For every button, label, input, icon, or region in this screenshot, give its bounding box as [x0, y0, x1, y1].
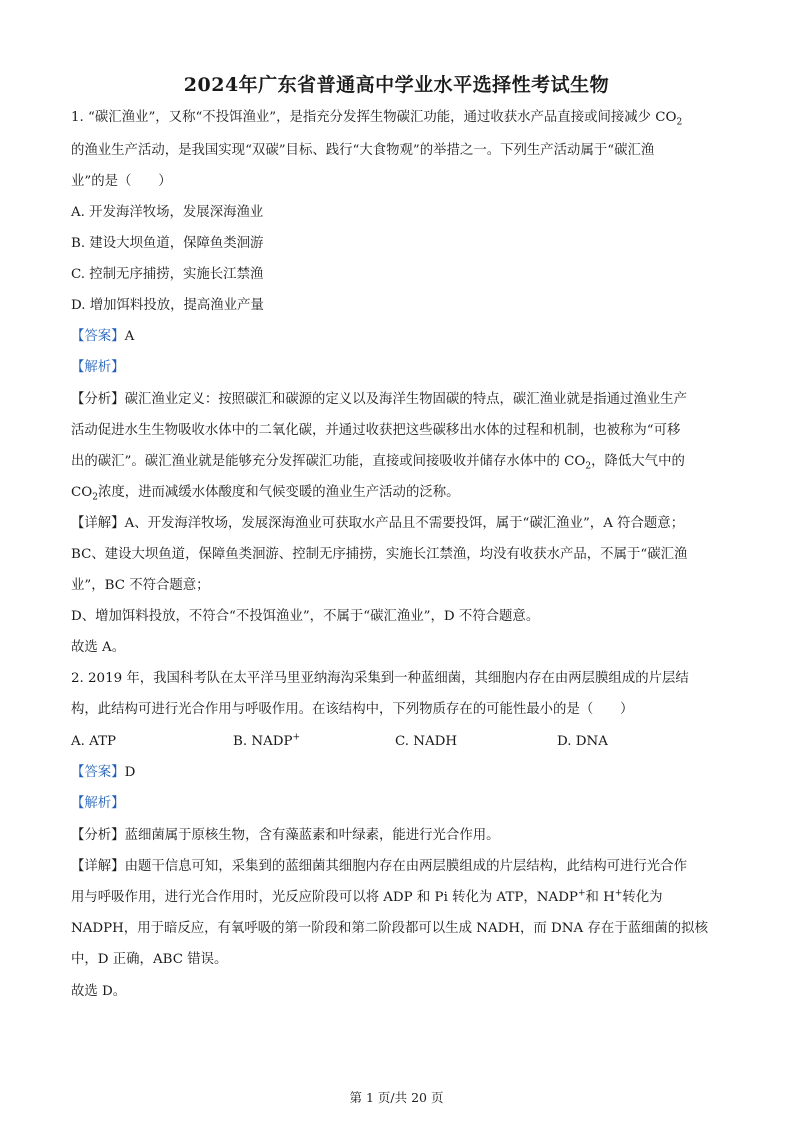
q2-option-a: A. ATP: [71, 734, 117, 749]
q2-fenxi: [71, 826, 500, 846]
fenxi-text: 浓度，进而减缓水体酸度和气候变暖的渔业生产活动的泛称。: [97, 485, 460, 500]
q2-stem-line-2: 构，此结构可进行光合作用与呼吸作用。在该结构中，下列物质存在的可能性最小的是（ ）: [71, 702, 634, 717]
q1-fenxi-line-1: [71, 390, 687, 410]
xiangjie-tag: 【详解】: [71, 516, 125, 531]
superscript: +: [292, 732, 301, 743]
q2-stem-line-1: 2. 2019 年，我国科考队在太平洋马里亚纳海沟采集到一种蓝细菌，其细胞内存在由两层膜组成的片层结: [71, 671, 689, 686]
fenxi-text: 出的碳汇”。碳汇渔业就是能够充分发挥碳汇功能，直接或间接吸收并储存水体中的 CO: [71, 454, 586, 469]
subscript: 2: [585, 461, 592, 472]
fenxi-text: 碳汇渔业定义：按照碳汇和碳源的定义以及海洋生物固碳的特点，碳汇渔业就是指通过渔业生产: [124, 392, 687, 407]
q2-xiangjie-line-3: NADPH，用于暗反应，有氧呼吸的第一阶段和第二阶段都可以生成 NADH，而 DNA 存在于蓝细菌的拟核: [71, 921, 708, 936]
q2-xiangjie-line-2: [71, 888, 663, 908]
xiangjie-text: 由题干信息可知，采集到的蓝细菌其细胞内存在由两层膜组成的片层结构，此结构可进行光合作: [124, 859, 687, 874]
q1-fenxi-line-3: [71, 452, 685, 472]
fenxi-text: CO: [71, 485, 93, 500]
q2-answer: [71, 763, 135, 783]
subscript: 2: [676, 117, 683, 128]
q1-fenxi-line-2: 活动促进水生生物吸收水体中的二氧化碳，并通过收获把这些碳移出水体的过程和机制，也被称为“可移: [71, 423, 681, 438]
superscript: +: [614, 888, 623, 899]
q1-stem-line-2: 的渔业生产活动，是我国实现“双碳”目标、践行“大食物观”的举措之一。下列生产活动属于“碳汇渔: [71, 143, 655, 158]
q1-xiangjie-line-4: D、增加饵料投放，不符合“不投饵渔业”，不属于“碳汇渔业”，D 不符合题意。: [71, 609, 540, 624]
q1-xiangjie-line-2: BC、建设大坝鱼道，保障鱼类洄游、控制无序捕捞，实施长江禁渔，均没有收获水产品，不属于“碳汇渔: [71, 547, 688, 562]
q2-option-b: [233, 732, 300, 752]
q2-xiangjie-line-1: [71, 857, 687, 877]
answer-value: A: [124, 329, 135, 344]
q1-option-b: B. 建设大坝鱼道，保障鱼类洄游: [71, 236, 264, 251]
q1-stem-line-1: [71, 108, 682, 128]
fenxi-text: 蓝细菌属于原核生物，含有藻蓝素和叶绿素，能进行光合作用。: [124, 828, 500, 843]
xiangjie-text: 用与呼吸作用，进行光合作用时，光反应阶段可以将 ADP 和 Pi 转化为 ATP，NADP: [71, 890, 578, 905]
page-number-footer: 第 1 页/共 20 页: [349, 1090, 444, 1105]
analysis-tag: 【解析】: [71, 360, 125, 375]
xiangjie-tag: 【详解】: [71, 859, 125, 874]
q1-option-a: A. 开发海洋牧场，发展深海渔业: [71, 205, 264, 220]
q2-option-c: C. NADH: [395, 734, 458, 749]
subscript: 2: [92, 492, 98, 503]
fenxi-tag: 【分析】: [71, 392, 125, 407]
q1-stem-line-3: 业”的是（ ）: [71, 174, 172, 189]
q1-fenxi-line-4: [71, 483, 460, 503]
q2-xiangjie-line-4: 中，D 正确，ABC 错误。: [71, 952, 228, 967]
answer-tag: 【答案】: [71, 329, 125, 344]
xiangjie-text: 转化为: [622, 890, 663, 905]
answer-value: D: [124, 765, 136, 780]
answer-tag: 【答案】: [71, 765, 125, 780]
q2-analysis-tag: [71, 794, 125, 814]
superscript: +: [577, 888, 586, 899]
q1-stem-text: 1. “碳汇渔业”，又称“不投饵渔业”，是指充分发挥生物碳汇功能，通过收获水产品直接或间接减少 CO: [71, 110, 677, 125]
q2-conclusion: 故选 D。: [71, 984, 127, 999]
q1-option-d: D. 增加饵料投放，提高渔业产量: [71, 298, 264, 313]
page-title: 2024年广东省普通高中学业水平选择性考试生物: [183, 74, 610, 96]
q1-answer: [71, 327, 134, 347]
q1-xiangjie-line-3: 业”，BC 不符合题意；: [71, 578, 210, 593]
option-text: B. NADP: [233, 734, 293, 749]
q1-xiangjie-line-1: [71, 514, 684, 534]
xiangjie-text: 和 H: [585, 890, 615, 905]
q1-conclusion: 故选 A。: [71, 640, 126, 655]
xiangjie-text: A、开发海洋牧场，发展深海渔业可获取水产品且不需要投饵，属于“碳汇渔业”，A 符合题意；: [124, 516, 685, 531]
analysis-tag: 【解析】: [71, 796, 125, 811]
q2-option-d: D. DNA: [557, 734, 608, 749]
q1-analysis-tag: [71, 358, 125, 378]
q1-option-c: C. 控制无序捕捞，实施长江禁渔: [71, 267, 264, 282]
fenxi-tag: 【分析】: [71, 828, 125, 843]
fenxi-text: ，降低大气中的: [591, 454, 685, 469]
